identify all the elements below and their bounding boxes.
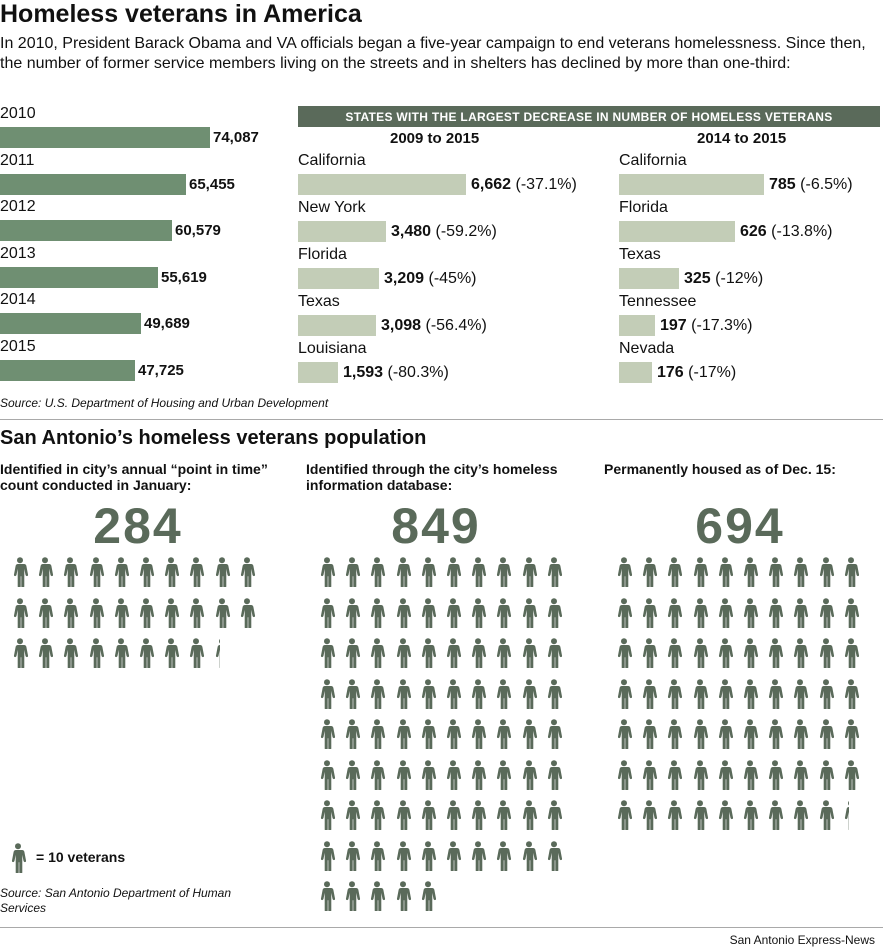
- person-icon: [443, 679, 463, 709]
- person-icon: [418, 800, 438, 830]
- state-name: California: [619, 152, 687, 169]
- state-name: Nevada: [619, 340, 675, 357]
- state-bar: [298, 221, 386, 242]
- state-value-pct: (-80.3%): [387, 364, 449, 381]
- person-icon: [790, 800, 810, 830]
- state-bar: [298, 268, 379, 289]
- person-icon: [493, 719, 513, 749]
- state-value-number: 1,593: [343, 364, 384, 381]
- person-icon: [212, 557, 232, 587]
- person-icon: [186, 598, 206, 628]
- state-value: [740, 223, 833, 241]
- person-icon: [765, 760, 785, 790]
- person-icon: [418, 881, 438, 911]
- column-heading: 2009 to 2015: [390, 130, 480, 147]
- person-icon: [740, 679, 760, 709]
- person-icon: [841, 719, 861, 749]
- state-bar: [619, 221, 735, 242]
- person-icon: [690, 760, 710, 790]
- value-label: 74,087: [213, 129, 259, 146]
- person-icon: [664, 598, 684, 628]
- person-icon: [393, 638, 413, 668]
- person-icon: [212, 598, 232, 628]
- state-value-number: 325: [684, 270, 711, 287]
- state-value-pct: (-17%): [688, 364, 737, 381]
- person-icon: [443, 719, 463, 749]
- big-number-point-in-time: 284: [93, 498, 183, 554]
- person-icon: [237, 598, 257, 628]
- person-icon: [468, 598, 488, 628]
- state-bar: [619, 268, 679, 289]
- person-icon: [639, 760, 659, 790]
- person-icon: [690, 638, 710, 668]
- person-icon: [519, 598, 539, 628]
- state-value: [384, 270, 477, 288]
- state-value-pct: (-12%): [715, 270, 764, 287]
- person-icon: [664, 557, 684, 587]
- state-name: California: [298, 152, 366, 169]
- footer-divider: [0, 927, 883, 928]
- bar: [0, 127, 210, 148]
- bar: [0, 174, 186, 195]
- person-icon: [468, 719, 488, 749]
- person-icon: [317, 557, 337, 587]
- big-number-database: 849: [391, 498, 481, 554]
- person-icon: [367, 760, 387, 790]
- person-icon: [614, 557, 634, 587]
- state-name: Texas: [619, 246, 661, 263]
- person-icon: [317, 760, 337, 790]
- publisher-credit: San Antonio Express-News: [729, 933, 875, 947]
- person-icon: [237, 557, 257, 587]
- person-icon: [186, 638, 206, 668]
- person-icon: [317, 800, 337, 830]
- person-icon: [393, 719, 413, 749]
- person-icon: [10, 557, 30, 587]
- section-title: San Antonio’s homeless veterans population: [0, 427, 427, 449]
- person-icon: [715, 760, 735, 790]
- state-value-pct: (-13.8%): [771, 223, 833, 240]
- person-icon: [664, 800, 684, 830]
- person-icon: [841, 679, 861, 709]
- state-value: [769, 176, 853, 194]
- state-name: Florida: [298, 246, 347, 263]
- state-value-pct: (-17.3%): [691, 317, 753, 334]
- person-icon: [342, 760, 362, 790]
- person-icon: [493, 638, 513, 668]
- person-icon: [841, 760, 861, 790]
- person-icon: [544, 841, 564, 871]
- person-icon-legend: [8, 843, 28, 878]
- value-label: 65,455: [189, 175, 235, 193]
- value-label: 60,579: [175, 222, 221, 239]
- person-icon: [614, 760, 634, 790]
- person-icon: [443, 760, 463, 790]
- person-icon: [367, 638, 387, 668]
- person-icon: [86, 638, 106, 668]
- person-icon: [367, 557, 387, 587]
- state-value-number: 3,209: [384, 270, 425, 287]
- person-icon: [342, 881, 362, 911]
- person-icon: [418, 679, 438, 709]
- state-name: Louisiana: [298, 340, 367, 357]
- value-label: 55,619: [161, 268, 207, 286]
- person-icon: [317, 719, 337, 749]
- person-icon: [816, 557, 836, 587]
- person-icon: [816, 800, 836, 830]
- person-icon: [816, 598, 836, 628]
- person-icon: [715, 638, 735, 668]
- person-icon: [493, 841, 513, 871]
- person-icon: [544, 557, 564, 587]
- person-icon: [443, 598, 463, 628]
- person-icon: [367, 841, 387, 871]
- person-icon: [519, 557, 539, 587]
- year-label: 2012: [0, 198, 36, 215]
- person-icon: [35, 638, 55, 668]
- person-icon: [136, 638, 156, 668]
- person-icon: [740, 638, 760, 668]
- person-icon: [493, 760, 513, 790]
- person-icon: [519, 638, 539, 668]
- person-icon: [468, 800, 488, 830]
- person-icon: [690, 598, 710, 628]
- person-icon: [765, 598, 785, 628]
- person-icon: [765, 557, 785, 587]
- person-icon: [639, 800, 659, 830]
- person-icon: [393, 881, 413, 911]
- person-icon: [841, 638, 861, 668]
- person-icon: [136, 598, 156, 628]
- person-icon: [765, 719, 785, 749]
- person-icon: [161, 638, 181, 668]
- person-icon: [317, 638, 337, 668]
- year-label: 2010: [0, 105, 36, 122]
- person-icon: [740, 557, 760, 587]
- person-icon: [443, 638, 463, 668]
- person-icon: [468, 841, 488, 871]
- person-icon: [468, 679, 488, 709]
- person-icon: [342, 598, 362, 628]
- person-icon: [393, 557, 413, 587]
- person-icon: [664, 638, 684, 668]
- value-label: 47,725: [138, 361, 184, 379]
- person-icon: [60, 638, 80, 668]
- person-icon: [841, 800, 861, 830]
- state-value-number: 3,480: [391, 223, 432, 240]
- person-icon: [639, 719, 659, 749]
- person-icon: [690, 800, 710, 830]
- person-icon: [715, 800, 735, 830]
- state-value: [381, 317, 487, 335]
- person-icon: [393, 598, 413, 628]
- person-icon: [544, 760, 564, 790]
- person-icon: [544, 800, 564, 830]
- state-bar: [298, 315, 376, 336]
- person-icon: [468, 638, 488, 668]
- person-icon: [816, 719, 836, 749]
- person-icon: [86, 598, 106, 628]
- person-icon: [418, 719, 438, 749]
- state-value: [684, 270, 763, 288]
- person-icon: [790, 598, 810, 628]
- person-icon: [790, 638, 810, 668]
- person-icon: [317, 841, 337, 871]
- year-label: 2013: [0, 244, 36, 262]
- person-icon: [418, 598, 438, 628]
- state-value-number: 626: [740, 223, 767, 240]
- person-icon: [367, 881, 387, 911]
- bar: [0, 360, 135, 381]
- state-name: Texas: [298, 293, 340, 310]
- person-icon: [816, 679, 836, 709]
- person-icon: [519, 719, 539, 749]
- person-icon: [519, 800, 539, 830]
- person-icon: [614, 598, 634, 628]
- person-icon: [639, 557, 659, 587]
- person-icon: [468, 760, 488, 790]
- person-icon: [715, 719, 735, 749]
- person-icon: [393, 800, 413, 830]
- person-icon: [690, 679, 710, 709]
- national-source: Source: U.S. Department of Housing and Urban Development: [0, 396, 329, 410]
- person-icon: [690, 719, 710, 749]
- person-icon: [342, 800, 362, 830]
- person-icon: [418, 841, 438, 871]
- person-icon: [519, 760, 539, 790]
- person-icon: [493, 800, 513, 830]
- person-icon: [393, 841, 413, 871]
- person-icon: [493, 557, 513, 587]
- bar: [0, 220, 172, 241]
- person-icon: [715, 598, 735, 628]
- state-bar: [619, 315, 655, 336]
- person-icon: [418, 557, 438, 587]
- person-icon: [544, 598, 564, 628]
- state-name: New York: [298, 199, 366, 216]
- state-value-pct: (-45%): [428, 270, 477, 287]
- state-value: [657, 364, 736, 382]
- person-icon: [86, 557, 106, 587]
- legend-label: = 10 veterans: [36, 849, 126, 865]
- person-icon: [614, 800, 634, 830]
- person-icon: [493, 598, 513, 628]
- person-icon: [317, 881, 337, 911]
- person-icon: [790, 679, 810, 709]
- person-icon: [35, 557, 55, 587]
- person-icon: [317, 679, 337, 709]
- person-icon: [740, 598, 760, 628]
- person-icon: [790, 760, 810, 790]
- person-icon: [393, 760, 413, 790]
- state-value-number: 176: [657, 364, 684, 381]
- person-icon: [443, 557, 463, 587]
- state-value-pct: (-37.1%): [515, 176, 577, 193]
- state-value-number: 3,098: [381, 317, 422, 334]
- person-icon: [740, 719, 760, 749]
- state-name: Tennessee: [619, 293, 697, 310]
- state-value-number: 785: [769, 176, 796, 193]
- person-icon: [367, 679, 387, 709]
- person-icon: [161, 557, 181, 587]
- person-icon: [418, 760, 438, 790]
- person-icon: [317, 598, 337, 628]
- person-icon: [614, 679, 634, 709]
- state-value-pct: (-6.5%): [800, 176, 853, 193]
- person-icon: [765, 638, 785, 668]
- person-icon: [342, 557, 362, 587]
- person-icon: [443, 841, 463, 871]
- person-icon: [136, 557, 156, 587]
- state-name: Florida: [619, 199, 668, 216]
- state-bar: [298, 174, 466, 195]
- person-icon: [367, 800, 387, 830]
- big-number-housed: 694: [695, 498, 785, 554]
- person-icon: [10, 598, 30, 628]
- person-icon: [614, 638, 634, 668]
- value-label: 49,689: [144, 315, 190, 332]
- state-value-pct: (-56.4%): [425, 317, 487, 334]
- state-bar: [619, 362, 652, 383]
- person-icon: [715, 557, 735, 587]
- person-icon: [816, 638, 836, 668]
- person-icon: [690, 557, 710, 587]
- person-icon: [639, 679, 659, 709]
- person-icon: [544, 679, 564, 709]
- year-label: 2015: [0, 337, 36, 355]
- person-icon: [111, 557, 131, 587]
- person-icon: [740, 800, 760, 830]
- states-banner: STATES WITH THE LARGEST DECREASE IN NUMBER OF HOMELESS VETERANS: [298, 106, 880, 127]
- category-label-point-in-time: Identified in city’s annual “point in time” count conducted in January:: [0, 461, 268, 493]
- state-value: [391, 223, 497, 241]
- person-icon: [186, 557, 206, 587]
- person-icon: [342, 719, 362, 749]
- section-divider: [0, 419, 883, 420]
- person-icon: [393, 679, 413, 709]
- person-icon: [493, 679, 513, 709]
- state-value: [471, 176, 577, 194]
- person-icon: [111, 598, 131, 628]
- state-bar: [298, 362, 338, 383]
- person-icon: [367, 598, 387, 628]
- state-value-number: 197: [660, 317, 687, 334]
- person-icon: [740, 760, 760, 790]
- person-icon: [111, 638, 131, 668]
- person-icon: [60, 598, 80, 628]
- person-icon: [544, 719, 564, 749]
- category-label-housed: Permanently housed as of Dec. 15:: [604, 461, 836, 477]
- person-icon: [715, 679, 735, 709]
- person-icon: [342, 841, 362, 871]
- person-icon: [161, 598, 181, 628]
- category-label-database: Identified through the city’s homeless information database:: [306, 461, 558, 493]
- person-icon: [765, 679, 785, 709]
- state-value-number: 6,662: [471, 176, 512, 193]
- person-icon: [212, 638, 232, 668]
- person-icon: [664, 760, 684, 790]
- intro-text: In 2010, President Barack Obama and VA officials began a five-year campaign to end veterans homelessness. Since then, the number of former service members living on the streets and in shelters has declined by more than one-third:: [0, 35, 866, 72]
- person-icon: [816, 760, 836, 790]
- person-icon: [418, 638, 438, 668]
- person-icon: [790, 719, 810, 749]
- person-icon: [60, 557, 80, 587]
- person-icon: [10, 638, 30, 668]
- person-icon: [443, 800, 463, 830]
- person-icon: [664, 719, 684, 749]
- person-icon: [342, 679, 362, 709]
- person-icon: [367, 719, 387, 749]
- state-value: [660, 317, 753, 335]
- person-icon: [544, 638, 564, 668]
- page-title: Homeless veterans in America: [0, 0, 362, 28]
- person-icon: [790, 557, 810, 587]
- person-icon: [35, 598, 55, 628]
- sa-source: Source: San Antonio Department of Human Services: [0, 886, 232, 915]
- person-icon: [639, 598, 659, 628]
- person-icon: [614, 719, 634, 749]
- person-icon: [841, 557, 861, 587]
- bar: [0, 267, 158, 288]
- bar: [0, 313, 141, 334]
- state-value: [343, 364, 449, 382]
- person-icon: [519, 841, 539, 871]
- person-icon: [639, 638, 659, 668]
- year-label: 2014: [0, 291, 36, 308]
- state-bar: [619, 174, 764, 195]
- person-icon: [765, 800, 785, 830]
- year-label: 2011: [0, 151, 35, 169]
- state-value-pct: (-59.2%): [435, 223, 497, 240]
- person-icon: [664, 679, 684, 709]
- column-heading: 2014 to 2015: [697, 130, 787, 147]
- person-icon: [519, 679, 539, 709]
- person-icon: [342, 638, 362, 668]
- person-icon: [841, 598, 861, 628]
- person-icon: [468, 557, 488, 587]
